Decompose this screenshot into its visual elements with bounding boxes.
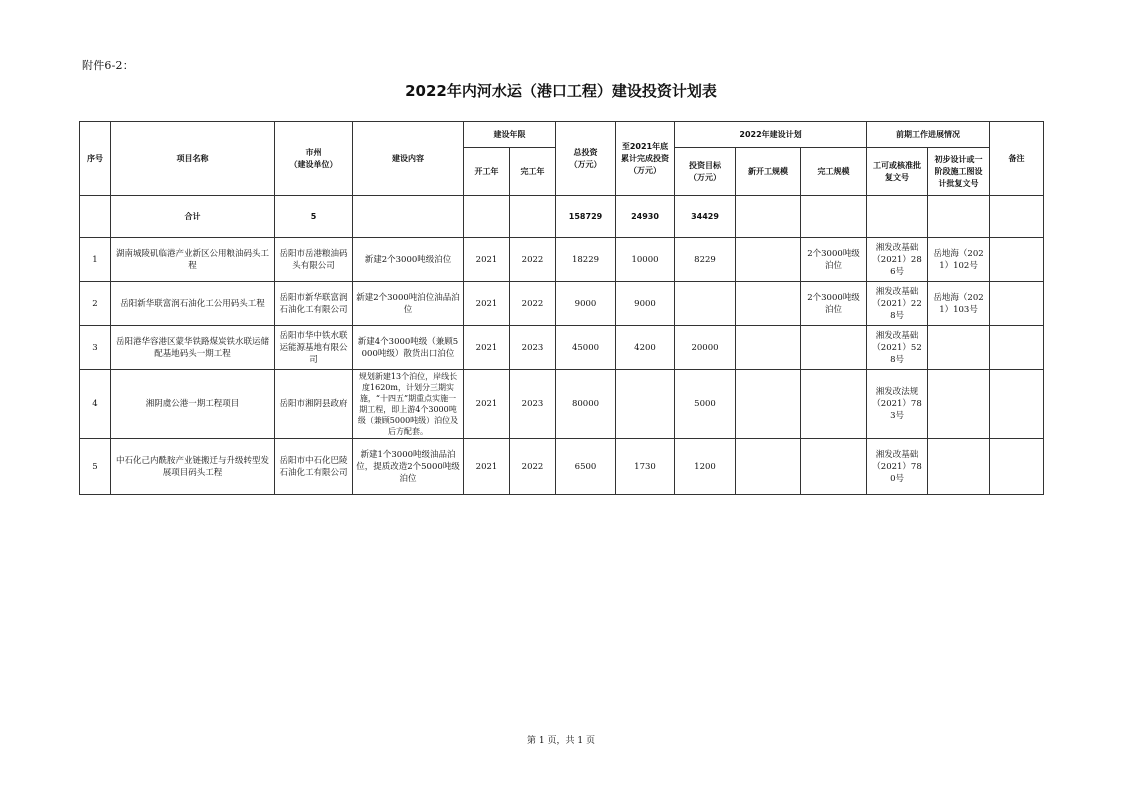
row-end-year: 2023 bbox=[510, 370, 556, 439]
row-project-name: 湖南城陵矶临港产业新区公用粮油码头工程 bbox=[111, 238, 275, 282]
row-completion-scale bbox=[801, 439, 867, 495]
summary-feasibility-doc bbox=[867, 196, 928, 238]
header-completion-scale: 完工规模 bbox=[801, 148, 867, 196]
summary-label: 合计 bbox=[111, 196, 275, 238]
row-city: 岳阳市岳港粮油码头有限公司 bbox=[275, 238, 353, 282]
header-completed-by-2021: 至2021年底累计完成投资 （万元） bbox=[616, 122, 675, 196]
row-completion-scale bbox=[801, 326, 867, 370]
row-start-year: 2021 bbox=[464, 282, 510, 326]
row-total-investment: 80000 bbox=[556, 370, 616, 439]
row-completion-scale bbox=[801, 370, 867, 439]
row-completed-by-2021: 10000 bbox=[616, 238, 675, 282]
row-city: 岳阳市华中铁水联运能源基地有限公司 bbox=[275, 326, 353, 370]
row-seq: 1 bbox=[80, 238, 111, 282]
header-start-year: 开工年 bbox=[464, 148, 510, 196]
row-completion-scale: 2个3000吨级泊位 bbox=[801, 238, 867, 282]
document-title: 2022年内河水运（港口工程）建设投资计划表 bbox=[405, 82, 717, 100]
row-design-doc bbox=[928, 439, 990, 495]
header-remarks: 备注 bbox=[990, 122, 1044, 196]
summary-end-year bbox=[510, 196, 556, 238]
row-completed-by-2021 bbox=[616, 370, 675, 439]
summary-new-scale bbox=[736, 196, 801, 238]
row-total-investment: 9000 bbox=[556, 282, 616, 326]
row-seq: 4 bbox=[80, 370, 111, 439]
row-start-year: 2021 bbox=[464, 238, 510, 282]
row-remarks bbox=[990, 370, 1044, 439]
row-new-scale bbox=[736, 282, 801, 326]
row-start-year: 2021 bbox=[464, 439, 510, 495]
table-row bbox=[80, 370, 1044, 439]
row-content: 规划新建13个泊位，岸线长度1620m，计划分三期实施，“十四五”期重点实施一期工程，即上游4个3000吨级（兼顾5000吨级）泊位及后方配套。 bbox=[353, 370, 464, 439]
header-construction-years: 建设年限 bbox=[464, 122, 556, 148]
row-feasibility-doc: 湘发改基础（2021）228号 bbox=[867, 282, 928, 326]
summary-design-doc bbox=[928, 196, 990, 238]
row-new-scale bbox=[736, 370, 801, 439]
row-feasibility-doc: 湘发改法规（2021）783号 bbox=[867, 370, 928, 439]
attachment-label: 附件6-2： bbox=[82, 59, 134, 72]
row-end-year: 2022 bbox=[510, 439, 556, 495]
row-design-doc bbox=[928, 326, 990, 370]
summary-row bbox=[80, 196, 1044, 238]
summary-completion-scale bbox=[801, 196, 867, 238]
row-design-doc: 岳地海（2021）103号 bbox=[928, 282, 990, 326]
row-remarks bbox=[990, 326, 1044, 370]
row-investment-target: 8229 bbox=[675, 238, 736, 282]
row-project-name: 岳阳新华联富润石油化工公用码头工程 bbox=[111, 282, 275, 326]
row-total-investment: 18229 bbox=[556, 238, 616, 282]
row-content: 新建2个3000吨级泊位 bbox=[353, 238, 464, 282]
row-project-name: 中石化己内酰胺产业链搬迁与升级转型发展项目码头工程 bbox=[111, 439, 275, 495]
row-design-doc: 岳地海（2021）102号 bbox=[928, 238, 990, 282]
row-seq: 2 bbox=[80, 282, 111, 326]
page-footer: 第 1 页，共 1 页 bbox=[527, 736, 595, 746]
row-investment-target: 20000 bbox=[675, 326, 736, 370]
row-project-name: 岳阳港华容港区蒙华铁路煤炭铁水联运储配基地码头一期工程 bbox=[111, 326, 275, 370]
row-completed-by-2021: 1730 bbox=[616, 439, 675, 495]
row-end-year: 2023 bbox=[510, 326, 556, 370]
row-city: 岳阳市湘阴县政府 bbox=[275, 370, 353, 439]
table-row bbox=[80, 326, 1044, 370]
row-investment-target: 1200 bbox=[675, 439, 736, 495]
row-completed-by-2021: 4200 bbox=[616, 326, 675, 370]
summary-content bbox=[353, 196, 464, 238]
header-seq: 序号 bbox=[80, 122, 111, 196]
header-row-1 bbox=[80, 122, 1044, 148]
table-row bbox=[80, 439, 1044, 495]
row-city: 岳阳市新华联富润石油化工有限公司 bbox=[275, 282, 353, 326]
header-feasibility-doc: 工可或核准批复文号 bbox=[867, 148, 928, 196]
row-seq: 3 bbox=[80, 326, 111, 370]
header-design-doc: 初步设计或一阶段施工图设计批复文号 bbox=[928, 148, 990, 196]
row-new-scale bbox=[736, 326, 801, 370]
table-row bbox=[80, 282, 1044, 326]
row-completed-by-2021: 9000 bbox=[616, 282, 675, 326]
summary-city-count: 5 bbox=[275, 196, 353, 238]
summary-total-investment: 158729 bbox=[556, 196, 616, 238]
row-end-year: 2022 bbox=[510, 282, 556, 326]
row-feasibility-doc: 湘发改基础（2021）286号 bbox=[867, 238, 928, 282]
header-investment-target: 投资目标 （万元） bbox=[675, 148, 736, 196]
table-row bbox=[80, 238, 1044, 282]
header-preliminary-progress: 前期工作进展情况 bbox=[867, 122, 990, 148]
row-project-name: 湘阴虞公港一期工程项目 bbox=[111, 370, 275, 439]
header-city: 市州 （建设单位） bbox=[275, 122, 353, 196]
row-total-investment: 45000 bbox=[556, 326, 616, 370]
row-new-scale bbox=[736, 238, 801, 282]
row-design-doc bbox=[928, 370, 990, 439]
row-start-year: 2021 bbox=[464, 326, 510, 370]
summary-seq bbox=[80, 196, 111, 238]
summary-investment-target: 34429 bbox=[675, 196, 736, 238]
row-new-scale bbox=[736, 439, 801, 495]
row-start-year: 2021 bbox=[464, 370, 510, 439]
header-plan-2022: 2022年建设计划 bbox=[675, 122, 867, 148]
header-content: 建设内容 bbox=[353, 122, 464, 196]
header-new-scale: 新开工规模 bbox=[736, 148, 801, 196]
investment-plan-table bbox=[79, 121, 1044, 495]
summary-start-year bbox=[464, 196, 510, 238]
header-end-year: 完工年 bbox=[510, 148, 556, 196]
row-city: 岳阳市中石化巴陵石油化工有限公司 bbox=[275, 439, 353, 495]
row-content: 新建4个3000吨级（兼顾5000吨级）散货出口泊位 bbox=[353, 326, 464, 370]
header-project-name: 项目名称 bbox=[111, 122, 275, 196]
row-content: 新建1个3000吨级油品泊位，提质改造2个5000吨级泊位 bbox=[353, 439, 464, 495]
row-feasibility-doc: 湘发改基础（2021）780号 bbox=[867, 439, 928, 495]
header-total-investment: 总投资 （万元） bbox=[556, 122, 616, 196]
row-end-year: 2022 bbox=[510, 238, 556, 282]
summary-completed-by-2021: 24930 bbox=[616, 196, 675, 238]
row-remarks bbox=[990, 238, 1044, 282]
summary-remarks bbox=[990, 196, 1044, 238]
row-completion-scale: 2个3000吨级泊位 bbox=[801, 282, 867, 326]
row-seq: 5 bbox=[80, 439, 111, 495]
row-feasibility-doc: 湘发改基础（2021）528号 bbox=[867, 326, 928, 370]
row-total-investment: 6500 bbox=[556, 439, 616, 495]
row-content: 新建2个3000吨泊位油品泊位 bbox=[353, 282, 464, 326]
row-investment-target bbox=[675, 282, 736, 326]
row-investment-target: 5000 bbox=[675, 370, 736, 439]
row-remarks bbox=[990, 439, 1044, 495]
row-remarks bbox=[990, 282, 1044, 326]
